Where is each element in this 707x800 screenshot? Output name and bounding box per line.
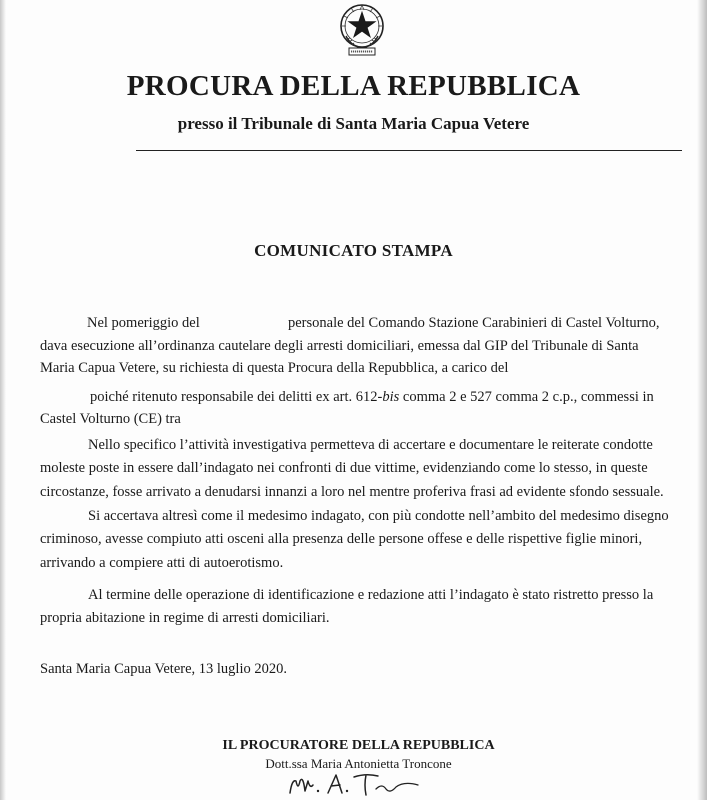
paragraph-2-line-1: Nello specifico l’attività investigativa permetteva di accertare e documentare le reiterate condotte <box>88 437 653 453</box>
paragraph-3-line-1: Si accertava altresì come il medesimo indagato, con più condotte nell’ambito del medesimo disegno <box>88 508 669 524</box>
paragraph-3-line-3: arrivando a compiere atti di autoerotismo. <box>40 555 284 571</box>
paragraph-1-line-4b: comma 2 e 527 comma 2 c.p., commessi in <box>399 389 654 405</box>
paragraph-4-line-2: propria abitazione in regime di arresti domiciliari. <box>40 610 330 626</box>
header-divider <box>136 150 682 151</box>
handwritten-signature-icon <box>286 769 426 799</box>
document-title: COMUNICATO STAMPA <box>254 241 453 260</box>
paragraph-3-line-2: criminoso, avesse compiuto atti osceni alla presenza delle persone offese e delle rispettive figlie minori, <box>40 531 643 547</box>
signer-title: IL PROCURATORE DELLA REPUBBLICA <box>222 738 495 753</box>
paragraph-1-line-4-italic: bis <box>382 389 400 405</box>
office-title: PROCURA DELLA REPUBBLICA <box>126 70 581 102</box>
paragraph-1-line-1b: personale del Comando Stazione Carabinieri di Castel Volturno, <box>288 315 660 331</box>
paragraph-2-line-2: moleste poste in essere dall’indagato nei confronti di due vittime, evidenziando come lo stesso, in queste <box>40 460 648 476</box>
closing-date: Santa Maria Capua Vetere, 13 luglio 2020. <box>40 661 287 677</box>
office-subtitle: presso il Tribunale di Santa Maria Capua Vetere <box>177 114 530 133</box>
paragraph-1-line-4 <box>90 388 654 406</box>
paragraph-4-line-1: Al termine delle operazione di identificazione e redazione atti l’indagato è stato ristretto presso la <box>88 587 654 603</box>
paragraph-1-line-5: Castel Volturno (CE) tra <box>40 411 181 427</box>
paragraph-1-line-2: dava esecuzione all’ordinanza cautelare degli arresti domiciliari, emessa dal GIP del Tribunale di Santa <box>40 338 639 354</box>
italian-republic-emblem-icon <box>337 2 387 58</box>
paragraph-1-line-1a: Nel pomeriggio del <box>87 315 200 331</box>
paragraph-1-line-4a: poiché ritenuto responsabile dei delitti ex art. 612- <box>90 389 383 405</box>
paragraph-1-line-3: Maria Capua Vetere, su richiesta di questa Procura della Repubblica, a carico del <box>40 360 509 376</box>
paragraph-2-line-3: circostanze, fosse arrivato a denudarsi innanzi a loro nel mentre proferiva frasi ad evidente sfondo sessuale. <box>40 484 664 500</box>
signer-name: Dott.ssa Maria Antonietta Troncone <box>265 756 452 771</box>
